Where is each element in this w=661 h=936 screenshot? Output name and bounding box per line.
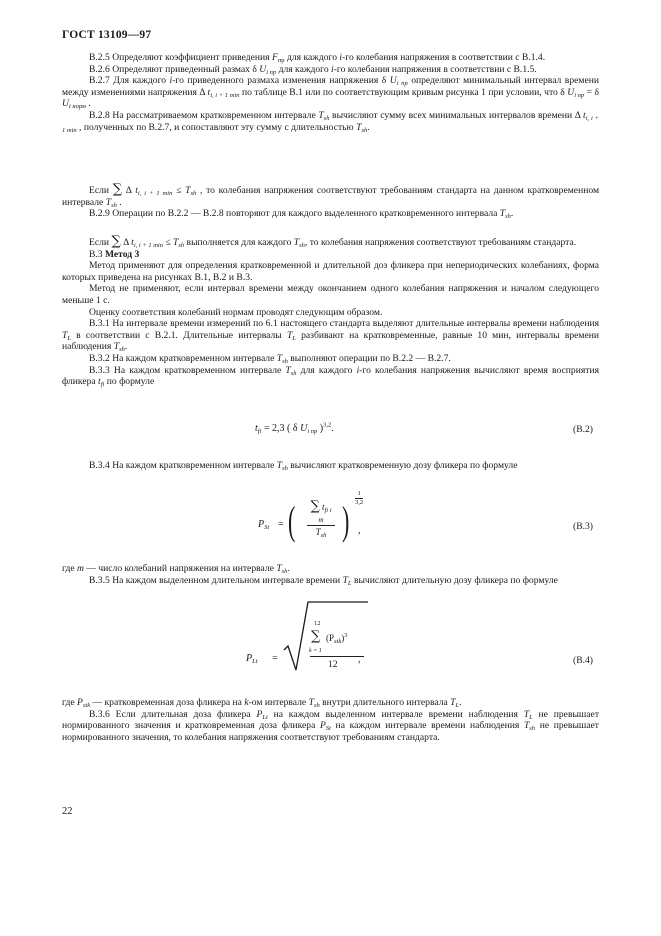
- formula-b2: $t_{fi} = 2,3$ ( δ $U_{i пр}$ )$^{3,2}$.: [255, 421, 334, 435]
- equation-number-b4: (В.4): [573, 655, 593, 666]
- paragraph-b32: В.3.2 На каждом кратковременном интервале $T_{sh}$ выполняют операции по В.2.2 — В.2.7.: [89, 352, 451, 365]
- paragraph-b27: В.2.7 Для каждого i-го приведенного размаха изменения напряжения δ $U_{i пр}$ определяют минимальный интервал времени между изменениями напряжения Δ $t_{i, i + 1 min}$ по таблице В.1 или по соответствующим кривым рисунка 1 при условии, что δ $U_{i пр} = \delta$ $U_{t норм}$ .: [62, 75, 599, 111]
- paragraph-b34: В.3.4 На каждом кратковременном интервале $T_{sh}$ вычисляют кратковременную дозу фликера по формуле: [89, 460, 518, 472]
- paragraph-method3-2: Метод не применяют, если интервал времени между окончанием одного колебания напряжения и началом следующего меньше 1 с.: [62, 283, 599, 306]
- text-block-middle: [62, 184, 599, 220]
- paragraph-b28: В.2.8 На рассматриваемом кратковременном интервале $T_{sh}$ вычисляют сумму всех минимальных интервалов времени Δ $t_{i, i + 1 min}$ , полученных по В.2.7, и сопоставляют эту сумму с длительностью $T_{sh}$.: [62, 109, 599, 134]
- sum-symbol: ∑: [310, 499, 320, 514]
- text-block-top: [62, 52, 599, 133]
- text-block-b35: [62, 563, 599, 586]
- paragraph-b25: В.2.5 Определяют коэффициент приведения $F_{пр}$ для каждого i-го колебания напряжения в соответствии с В.1.4.: [89, 52, 546, 64]
- paragraph-b33: В.3.3 На каждом кратковременном интервале $T_{sh}$ для каждого i-го колебания напряжения вычисляют время восприятия фликера $t_{fi}$ по формуле: [62, 364, 599, 389]
- sum-symbol: ∑: [112, 182, 123, 197]
- paragraph-b26: В.2.6 Определяют приведенный размах δ $U_{i пр}$ для каждого i-го колебания напряжения в соответствии с В.1.5.: [89, 63, 537, 76]
- paragraph-method3-1: Метод применяют для определения кратковременной и длительной доз фликера при непериодических колебаниях, форма которых приведена на рисунках В.1, В.2 и В.3.: [62, 260, 599, 283]
- paragraph-method3-3: Оценку соответствия колебаний нормам проводят следующим образом.: [89, 306, 383, 318]
- document-header: ГОСТ 13109—97: [62, 29, 152, 41]
- formula-b3: $P_{St}$ = ( ∑ $t_{fi i}$ m $T_{sh}$ ) 1 3,2 ,: [258, 490, 364, 543]
- paragraph-condition-1: Если ∑ Δ $t_{i, i + 1 min} \le T_{sh}$ , то колебания напряжения соответствуют требованиям стандарта на данном кратковременном интервале $T_{sh}$ .: [62, 182, 600, 209]
- paragraph-b34-block: [62, 460, 599, 472]
- text-block-bottom: [62, 697, 599, 743]
- paragraph-b29: В.2.9 Операции по В.2.2 — В.2.8 повторяют для каждого выделенного кратковременного интервала $T_{sh}$.: [89, 208, 514, 221]
- paragraph-m-definition: где m — число колебаний напряжения на интервале $T_{sh}$.: [62, 563, 290, 575]
- text-block-method3: [62, 236, 599, 388]
- formula-b4: $P_{Lt}$ = 12 ∑ $(P_{stk})^3$ k = 1 12 ,: [246, 598, 376, 678]
- paragraph-p-definition: где $P_{stk}$ — кратковременная доза фликера на k-ом интервале $T_{sh}$ внутри длительного интервала $T_L$.: [62, 697, 462, 709]
- paragraph-b31: В.3.1 На интервале времени измерений по 6.1 настоящего стандарта выделяют длительные интервалы времени наблюдения $T_L$ в соответствии с В.2.1. Длительные интервалы $T_L$ разбивают на кратковременные, равные 10 мин, интервалы времени наблюдения $T_{sh}$.: [62, 318, 599, 354]
- paragraph-b35: В.3.5 На каждом выделенном длительном интервале времени $T_L$ вычисляют длительную дозу фликера по формуле: [89, 574, 558, 587]
- paragraph-b36: В.3.6 Если длительная доза фликера $P_{Lt}$ на каждом выделенном интервале времени наблюдения $T_L$ не превышает нормированного значения и кратковременная доза фликера $P_{St}$ на каждом интервале времени наблюдения $T_{sh}$ не превышает нормированного значения, то колебания напряжения соответствуют требованиям стандарта.: [62, 708, 600, 743]
- sum-symbol: ∑: [111, 234, 121, 249]
- page-number: 22: [62, 806, 73, 817]
- section-heading-b3: В.3 Метод 3: [89, 248, 140, 260]
- equation-number-b3: (В.3): [573, 521, 593, 532]
- equation-number-b2: (В.2): [573, 424, 593, 435]
- sum-symbol: ∑: [311, 629, 321, 644]
- paragraph-condition-2: Если ∑ Δ $t_{i, i + 1 min} \le T_{sh}$ выполняется для каждого $T_{sh}$, то колебания напряжения соответствуют требованиям стандарта.: [89, 234, 577, 249]
